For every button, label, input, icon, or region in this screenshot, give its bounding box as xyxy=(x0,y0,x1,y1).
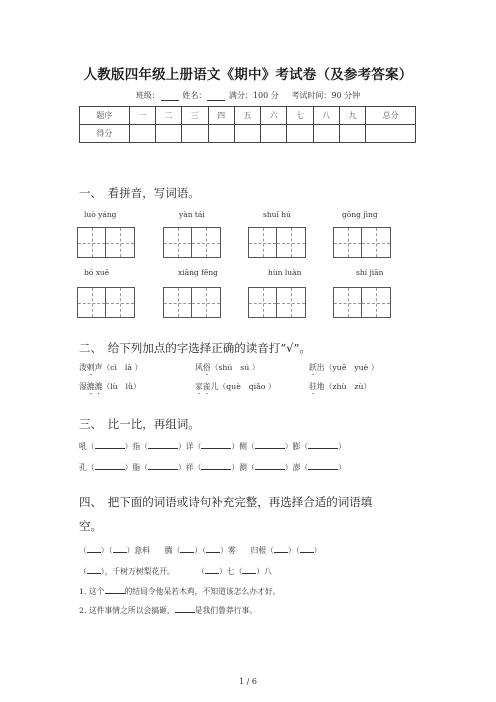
table-cell: 得分 xyxy=(80,125,130,143)
table-cell: 六 xyxy=(261,107,287,125)
full-score: 满分：100 分 xyxy=(228,91,279,100)
section4-heading-line1: 四、 把下面的词语或诗句补充完整，再选择合适的词语填 xyxy=(79,495,373,509)
table-cell xyxy=(208,125,234,143)
table-cell: 八 xyxy=(313,107,339,125)
fill-line: （ ），千树万树梨花开。 （ ）七（ ）八 xyxy=(79,567,272,576)
table-cell: 四 xyxy=(208,107,234,125)
table-cell xyxy=(339,125,365,143)
section1-heading: 一、 看拼音，写词语。 xyxy=(79,186,200,200)
table-cell: 总分 xyxy=(366,107,416,125)
pinyin: shuǐ hú xyxy=(263,210,291,219)
section4-heading-line2: 空。 xyxy=(79,519,102,533)
pinyin: luò yáng xyxy=(84,210,117,219)
table-cell: 二 xyxy=(155,107,181,125)
score-value-row xyxy=(80,125,416,143)
reading-item: 泼剌声（cì là ） xyxy=(79,363,143,372)
pinyin: bó xuě xyxy=(84,268,110,277)
document-title: 人教版四年级上册语文《期中》考试卷（及参考答案） xyxy=(83,67,413,83)
page-number: 1 / 6 xyxy=(239,677,257,686)
writing-grid xyxy=(163,227,221,258)
dotted-char: 剌 xyxy=(86,363,95,372)
writing-grid xyxy=(333,287,391,318)
table-cell: 九 xyxy=(339,107,365,125)
table-cell xyxy=(287,125,313,143)
compare-row: 孔（ ）脂（ ）祥（ ）测（ ）澎（ ） xyxy=(79,463,346,472)
pinyin: gōng jìng xyxy=(342,210,378,219)
writing-grid xyxy=(248,227,306,258)
table-cell xyxy=(129,125,155,143)
table-cell xyxy=(234,125,260,143)
reading-item: 湿漉漉（lù lǜ） xyxy=(79,382,141,391)
table-cell: 三 xyxy=(182,107,208,125)
score-header-row xyxy=(80,107,416,125)
table-cell: 题序 xyxy=(80,107,130,125)
dotted-char: 驻 xyxy=(309,382,317,391)
compare-row: 吼（ ）指（ ）详（ ）侧（ ）膨（ ） xyxy=(79,442,346,451)
table-cell xyxy=(155,125,181,143)
table-cell: 七 xyxy=(287,107,313,125)
table-cell xyxy=(182,125,208,143)
pinyin: hùn luàn xyxy=(268,268,302,277)
table-cell: 一 xyxy=(129,107,155,125)
table-cell xyxy=(366,125,416,143)
writing-grid xyxy=(77,287,135,318)
question-1: 1. 这个 的结局令他呆若木鸡，不知道该怎么办才好。 xyxy=(79,587,281,596)
dotted-char: 跃 xyxy=(309,363,317,372)
writing-grid xyxy=(333,227,391,258)
table-cell xyxy=(313,125,339,143)
question-2: 2. 这件事情之所以会搞砸， 是我们鲁莽行事。 xyxy=(79,606,258,615)
writing-grid xyxy=(248,287,306,318)
score-table xyxy=(79,106,416,143)
table-cell xyxy=(261,125,287,143)
fill-line: （ ）（ ）意料 腾（ ）（ ）雾 归根（ ）（ ） xyxy=(79,546,322,555)
writing-grid xyxy=(77,227,135,258)
reading-item: 风俗（shú sú ） xyxy=(195,363,260,372)
exam-time: 考试时间：90 分钟 xyxy=(291,91,361,100)
section2-heading: 二、 给下列加点的字选择正确的读音打“√”。 xyxy=(79,341,311,355)
dotted-char: 漉漉 xyxy=(86,382,103,391)
pinyin: yàn tái xyxy=(179,210,205,219)
name-blank xyxy=(207,92,225,101)
reading-item: 家雀儿（què qiǎo ） xyxy=(195,382,276,391)
reading-item: 跃出（yuē yuè ） xyxy=(309,363,379,372)
dotted-char: 俗 xyxy=(202,363,211,372)
dotted-char: 家雀 xyxy=(195,382,211,391)
exam-info xyxy=(0,90,496,101)
pinyin: shí jiān xyxy=(356,268,384,277)
table-cell: 五 xyxy=(234,107,260,125)
name-label: 姓名： xyxy=(182,91,207,100)
class-label: 班级： xyxy=(135,91,160,100)
pinyin: xiāng fēng xyxy=(178,268,218,277)
reading-item: 驻地（zhù zù） xyxy=(309,382,372,391)
writing-grid xyxy=(163,287,221,318)
section3-heading: 三、 比一比，再组词。 xyxy=(79,417,200,431)
class-blank xyxy=(161,92,179,101)
